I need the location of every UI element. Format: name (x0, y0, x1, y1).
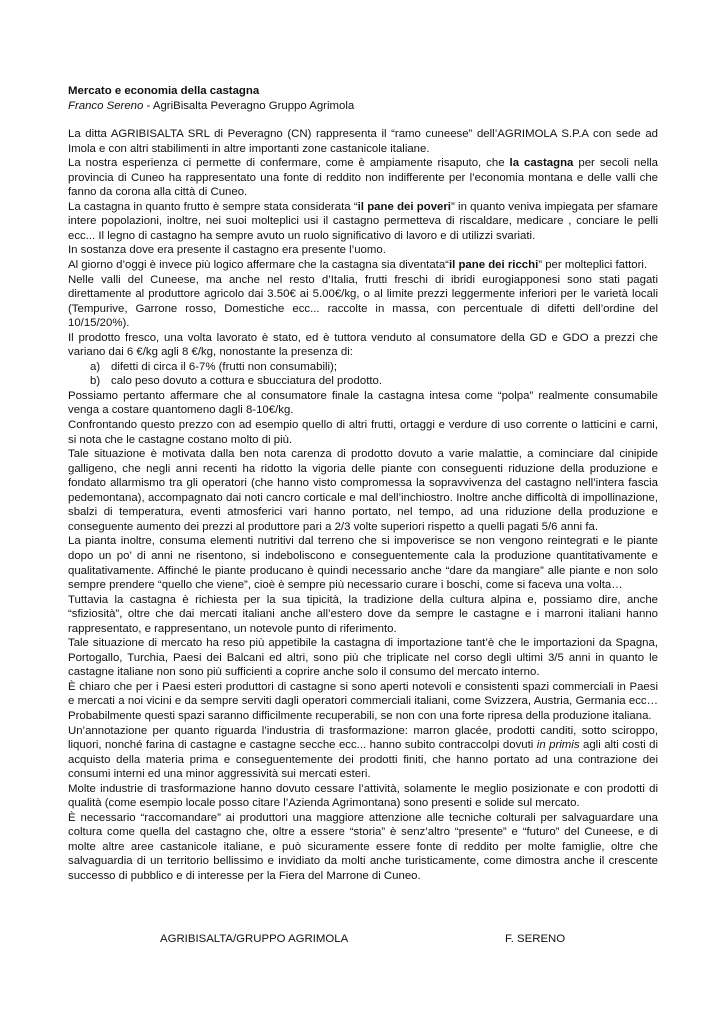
paragraph-2-text-c: per secoli nella provincia di Cuneo ha rappresentato una fonte di reddito non indifferente per l’economia montana e delle valli che fanno da corona alla città di Cuneo. (68, 157, 658, 199)
document-title: Mercato e economia della castagna (68, 85, 260, 97)
paragraph-17: È necessario “raccomandare” ai produttori una maggiore attenzione alle tecniche colturali per salvaguardare una coltura come quella del castagno che, oltre a essere “storia” è senz’altro “presente” e “futuro” del Cuneese, e di molte altre aree castanicole italiane, e può sicuramente essere fonte di reddito per molte famiglie, oltre che salvaguardia di un territorio bellissimo e invidiato da molti anche turisticamente, come dimostra anche il crescente successo di pubblico e di interesse per la Fiera del Marrone di Cuneo. (68, 811, 658, 882)
paragraph-15-text-a: Un’annotazione per quanto riguarda l’industria di trasformazione: marron glacée, prodotti canditi, sotto sciroppo, liquori, nonché farina di castagne e castagne secche ecc... hanno subito contraccolpi dovuti (68, 724, 658, 752)
paragraph-4: In sostanza dove era presente il castagno era presente l’uomo. (68, 244, 386, 257)
list-item (68, 360, 658, 375)
paragraph-15-text-c: agli alti costi di acquisto della materia prima e conseguentemente dei prodotti finiti, che hanno portato ad una contrazione dei consumi interni ed una minor aggressività sui mercati esteri. (68, 739, 658, 781)
paragraph-15 (68, 724, 658, 782)
list-item-text: calo peso dovuto a cottura e sbucciatura del prodotto. (111, 375, 383, 388)
paragraph-15-italic: in primis (536, 739, 580, 752)
defects-list (68, 360, 658, 389)
paragraph-14: È chiaro che per i Paesi esteri produttori di castagne si sono aperti notevoli e consistenti spazi commerciali in Paesi e mercati a noi vicini e da sempre serviti dagli operatori commerciali italiani, come Svizzera, Austria, Germania ecc… Probabilmente questi spazi saranno difficilmente recuperabili, se non con una forte ripresa della produzione italiana. (68, 680, 658, 722)
paragraph-9: Confrontando questo prezzo con ad esempio quello di altri frutti, ortaggi e verdure di uso corrente o latticini e carni, si nota che le castagne costano molto di più. (68, 419, 658, 446)
author-line (68, 99, 658, 114)
signature-author: F. SERENO (505, 933, 566, 945)
list-item (68, 374, 658, 389)
author-name: Franco Sereno (68, 99, 144, 112)
paragraph-5-bold: il pane dei ricchi (448, 259, 539, 272)
paragraph-1: La ditta AGRIBISALTA SRL di Peveragno (CN) rappresenta il “ramo cuneese” dell’AGRIMOLA S.P.A con sede ad Imola e con altri stabilimenti in altre importanti zone castanicole italiane. (68, 128, 658, 155)
paragraph-5 (68, 258, 658, 273)
paragraph-2-bold: la castagna (509, 157, 574, 170)
paragraph-3 (68, 200, 658, 244)
paragraph-5-text-a: Al giorno d’oggi è invece più logico affermare che la castagna sia diventata“ (68, 259, 449, 272)
list-marker: b) (90, 375, 101, 388)
author-affiliation: - AgriBisalta Peveragno Gruppo Agrimola (143, 99, 355, 112)
paragraph-5-text-c: ” per molteplici fattori. (538, 259, 648, 272)
paragraph-12: Tuttavia la castagna è richiesta per la sua tipicità, la tradizione della cultura alpina e, possiamo dire, anche “sfiziosità”, oltre che dai mercati italiani anche all’estero dove da sempre le castagne e i marroni italiani hanno rappresentato, e rappresentano, un notevole punto di riferimento. (68, 593, 658, 635)
paragraph-11: La pianta inoltre, consuma elementi nutritivi dal terreno che si impoverisce se non vengono reintegrati e le piante dopo un po’ di anni ne risentono, si indeboliscono e conseguentemente cala la produzione quantitativamente e qualitativamente. Affinché le piante producano è quindi necessario anche “dare da mangiare” alle piante e non solo sempre prendere “quello che viene”, cioè è sempre più necessario curare i boschi, come si faceva una volta… (68, 535, 658, 592)
paragraph-2-text-a: La nostra esperienza ci permette di confermare, come è ampiamente risaputo, che (68, 157, 510, 170)
paragraph-8: Possiamo pertanto affermare che al consumatore finale la castagna intesa come “polpa” realmente consumabile venga a costare quantomeno dagli 8-10€/kg. (68, 389, 658, 417)
paragraph-16: Molte industrie di trasformazione hanno dovuto cessare l’attività, solamente le meglio posizionate e con prodotti di qualità (come esempio locale posso citare l’Azienda Agrimontana) sono presenti e solide sul mercato. (68, 782, 658, 810)
list-item-text: difetti di circa il 6-7% (frutti non consumabili); (111, 360, 337, 373)
list-marker: a) (90, 360, 101, 373)
paragraph-3-text-a: La castagna in quanto frutto è sempre stata considerata “ (68, 200, 358, 213)
document-body (68, 84, 658, 884)
paragraph-6: Nelle valli del Cuneese, ma anche nel resto d’Italia, frutti freschi di ibridi eurogiapponesi sono stati pagati direttamente al produttore agricolo dai 3.50€ ai 5.00€/kg, o al limite prezzi leggermente inferiori per le varietà locali (Tempurive, Garrone rosso, Domestiche ecc... raccolte in massa, con percentuale di difetti dell’ordine del 10/15/20%). (68, 273, 658, 330)
paragraph-7: Il prodotto fresco, una volta lavorato è stato, ed è tuttora venduto al consumatore della GD e GDO a prezzi che variano dai 6 €/kg agli 8 €/kg, nonostante la presenza di: (68, 331, 658, 359)
paragraph-3-bold: il pane dei poveri (357, 200, 451, 213)
paragraph-13: Tale situazione di mercato ha reso più appetibile la castagna di importazione tant’è che le importazioni da Spagna, Portogallo, Turchia, Paesi dei Balcani ed altri, sono più che triplicate nel corso degli ultimi 3/5 anni in quanto le castagne italiane non sono più sufficienti a coprire anche solo il consumo del mercato interno. (68, 637, 658, 679)
paragraph-10: Tale situazione è motivata dalla ben nota carenza di prodotto dovuto a varie malattie, a cominciare dal cinipide galligeno, che negli anni recenti ha ridotto la vigoria delle piante con conseguenti riduzione della produzione e fondato allarmismo tra gli operatori (che hanno visto compromessa la sopravvivenza del castagno nell’intera fascia pedemontana), accompagnato dai noti cancro corticale e mal dell’inchiostro. Inoltre anche difficoltà di impollinazione, sbalzi di temperatura, eventi atmosferici vari hanno portato, nel tempo, ad una riduzione della produzione e conseguente aumento dei prezzi al produttore pari a 2/3 volte superiori rispetto a quelli pagati 5/6 anni fa. (68, 448, 658, 533)
paragraph-2 (68, 156, 658, 200)
paragraph-3-text-c: ” in quanto veniva impiegata per sfamare intere popolazioni, inoltre, nei suoi molteplici usi il castagno permetteva di riscaldare, medicare , conciare le pelli ecc... Il legno di castagno ha sempre avuto un ruolo significativo di lavoro e di utilizzi svariati. (68, 200, 658, 242)
signature-company: AGRIBISALTA/GRUPPO AGRIMOLA (160, 933, 349, 945)
